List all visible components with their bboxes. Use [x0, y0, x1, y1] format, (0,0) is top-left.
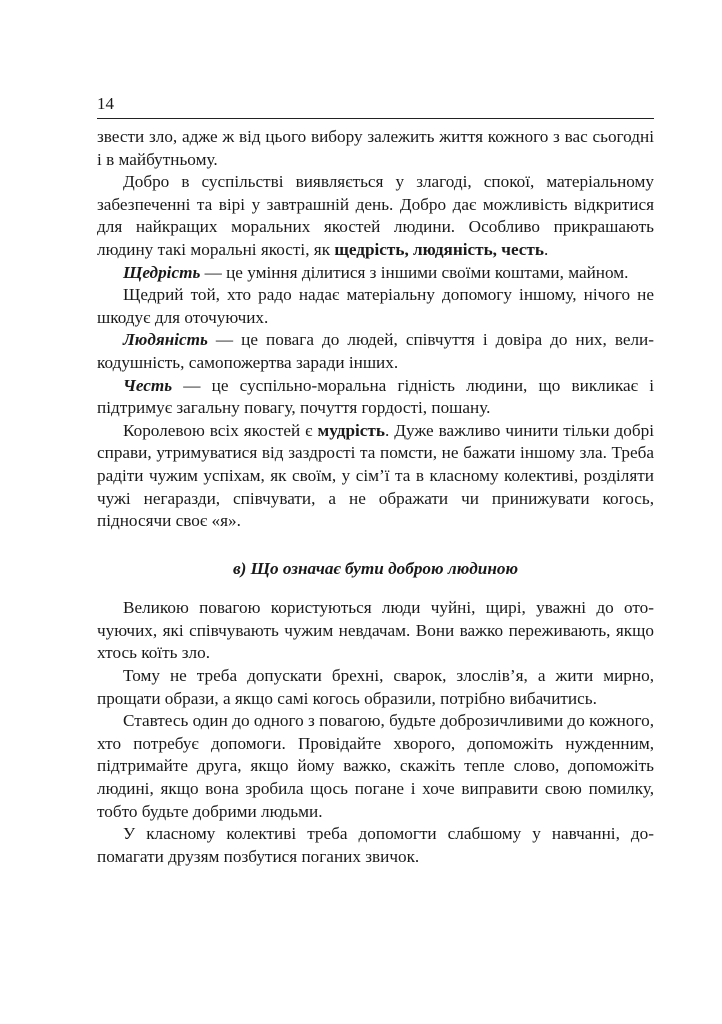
term-generosity: Щедрість	[123, 262, 201, 282]
term-wisdom: мудрість	[317, 420, 385, 440]
term-humanity: Людяність	[123, 330, 208, 350]
book-page	[97, 94, 654, 868]
page-header	[97, 94, 654, 119]
paragraph-text: . Дуже важливо чинити тільки добрі справи, утримуватися від заздрості та помсти, не бажати іншому зла. Треба радіти чужим успіхам, як своїм, у сім’ї та в класному колективі, розділяти чужі негаразди, співчувати, а не ображати чи принижувати когось, підносячи своє «я».	[97, 420, 655, 531]
paragraph-wisdom	[97, 420, 654, 533]
paragraph-continuation: звести зло, адже ж від цього вибору залежить життя кожного з вас сьогодні і в майбутньому.	[97, 127, 654, 169]
body-text	[97, 126, 654, 868]
definition-generosity	[97, 262, 654, 285]
paragraph-text: .	[543, 239, 549, 259]
page-number: 14	[97, 94, 114, 113]
qualities-list: щедрість, людяність, честь	[334, 239, 544, 259]
paragraph: У класному колективі треба допомогти слабшому у навчанні, допомагати друзям позбутися поганих звичок.	[97, 824, 654, 866]
paragraph: Великою повагою користуються люди чуйні, щирі, уважні до оточуючих, які співчувають чужим невдачам. Вони важко переживають, якщо хтось коїть зло.	[97, 598, 654, 663]
definition-text: — це повага до людей, співчуття і довіра до них, великодушність, самопожертва заради інших.	[97, 330, 654, 372]
paragraph: Ставтесь один до одного з повагою, будьте доброзичливими до кожного, хто потребує допомоги. Провідайте хворого, допоможіть нужденним, підтримайте друга, якщо йому важко, скажіть тепле слово, допоможіть людині, якщо вона зробила щось погане і хоче виправити свою помилку, тобто будьте добрими людьми.	[97, 711, 654, 821]
paragraph-text: Королевою всіх якостей є	[123, 420, 318, 440]
term-honor: Честь	[123, 375, 173, 395]
definition-text: — це суспільно-моральна гідність людини, що викликає і підтримує загальну повагу, почуття гордості, пошану.	[97, 375, 654, 418]
paragraph-text: Добро в суспільстві виявляється у злагоді, спокої, матеріальному забезпеченні та вірі у завтрашній день. Добро дає можливість відкритися для найкращих моральних якостей людини. Особливо прикрашають людину такі моральні якості, як	[97, 172, 654, 259]
paragraph-generous-person: Щедрий той, хто радо надає матеріальну допомогу іншому, нічого не шкодує для оточуючих.	[97, 285, 654, 327]
section-heading: в) Що означає бути доброю людиною	[232, 558, 519, 578]
paragraph-good-in-society	[97, 171, 654, 261]
definition-honor	[97, 375, 654, 420]
paragraph: Тому не треба допускати брехні, сварок, злослів’я, а жити мирно, прощати образи, а якщо самі когось образили, потрібно вибачитись.	[97, 666, 654, 708]
definition-text: — це уміння ділитися з іншими своїми коштами, майном.	[200, 262, 629, 282]
definition-humanity	[97, 329, 654, 374]
